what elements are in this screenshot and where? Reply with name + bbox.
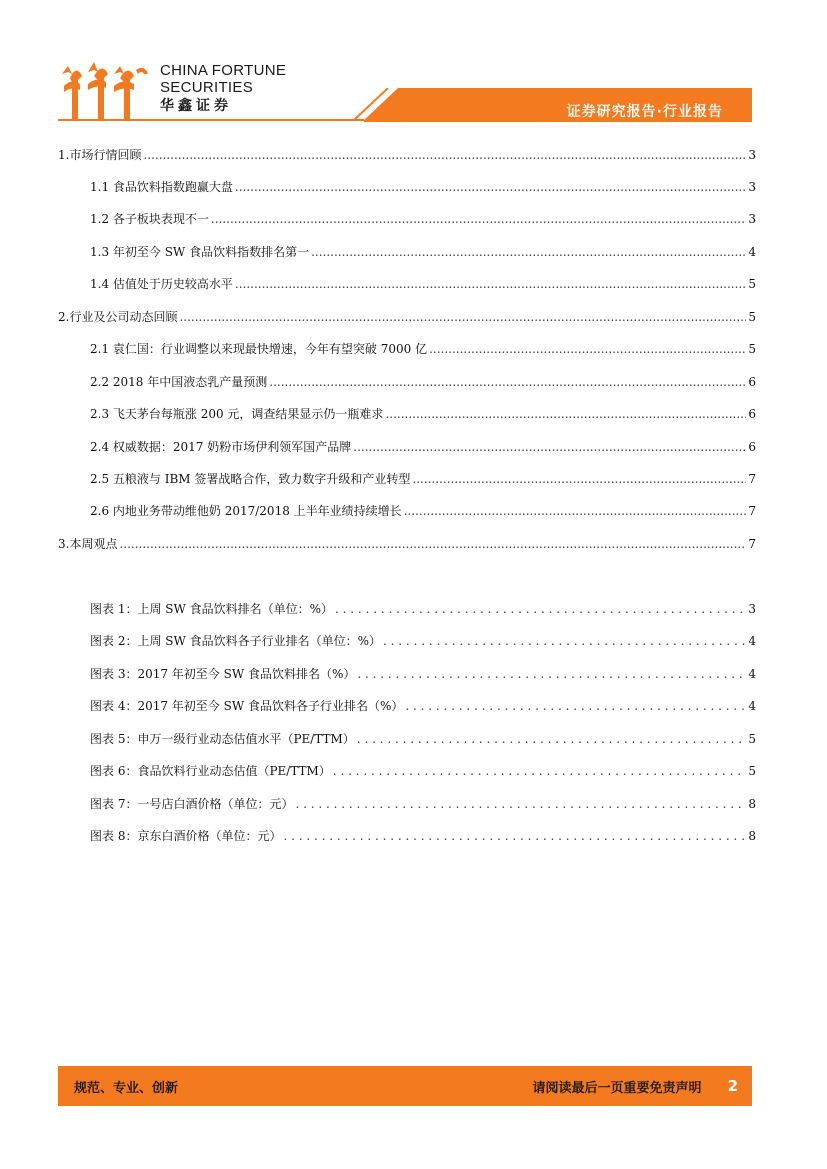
figure-entry-page: 5 <box>748 764 756 778</box>
toc-entry-page: 7 <box>748 537 756 551</box>
figure-entry-page: 8 <box>748 797 756 811</box>
leader-dots <box>385 407 746 421</box>
figure-entry-title: 图表 7：一号店白酒价格（单位：元） <box>90 797 294 811</box>
figure-entry[interactable] <box>90 632 756 648</box>
toc-entry[interactable] <box>90 502 756 518</box>
figure-entry-title: 图表 2：上周 SW 食品饮料各子行业排名（单位：%） <box>90 634 382 648</box>
toc-entry-title: 2.6 内地业务带动维他奶 2017/2018 上半年业绩持续增长 <box>90 504 402 518</box>
figure-entry-page: 4 <box>748 667 756 681</box>
toc-entry[interactable] <box>90 178 756 194</box>
toc-entry[interactable] <box>90 243 756 259</box>
toc-entry-page: 6 <box>748 407 756 421</box>
disclaimer-notice[interactable]: 请阅读最后一页重要免责声明 <box>532 1080 702 1096</box>
toc-entry[interactable] <box>90 438 756 454</box>
leader-dots <box>357 732 747 746</box>
brand-name-en-2: SECURITIES <box>160 79 254 96</box>
figure-entry[interactable] <box>90 795 756 811</box>
figure-entry[interactable] <box>90 600 756 616</box>
figure-entry-page: 5 <box>748 732 756 746</box>
leader-dots <box>404 504 747 518</box>
figure-entry-title: 图表 8：京东白酒价格（单位：元） <box>90 829 282 843</box>
toc-entry-title: 2.4 权威数据：2017 奶粉市场伊利领军国产品牌 <box>90 440 352 454</box>
leader-dots <box>357 667 746 681</box>
toc-entry-page: 3 <box>748 180 756 194</box>
figure-entry-title: 图表 1：上周 SW 食品饮料排名（单位：%） <box>90 602 334 616</box>
toc-entry-title: 1.1 食品饮料指数跑赢大盘 <box>90 180 233 194</box>
toc-entry[interactable] <box>90 210 756 226</box>
toc-entry[interactable] <box>58 535 756 551</box>
leader-dots <box>383 634 746 648</box>
toc-entry[interactable] <box>90 340 756 356</box>
figure-entry[interactable] <box>90 827 756 843</box>
toc-entry-title: 3.本周观点 <box>58 537 118 551</box>
toc-entry[interactable] <box>90 275 756 291</box>
toc-entry[interactable] <box>90 405 756 421</box>
leader-dots <box>235 180 746 194</box>
toc-entry-page: 7 <box>748 472 756 486</box>
toc-entry-title: 1.3 年初至今 SW 食品饮料指数排名第一 <box>90 245 310 259</box>
leader-dots <box>269 375 746 389</box>
figure-entry-page: 4 <box>748 634 756 648</box>
figure-entry[interactable] <box>90 730 756 746</box>
leader-dots <box>429 342 746 356</box>
toc-entry-title: 2.1 袁仁国：行业调整以来现最快增速，今年有望突破 7000 亿 <box>90 342 428 356</box>
figure-entry-title: 图表 4：2017 年初至今 SW 食品饮料各子行业排名（%） <box>90 699 404 713</box>
leader-dots <box>405 699 746 713</box>
figure-entry[interactable] <box>90 665 756 681</box>
leader-dots <box>333 764 747 778</box>
toc-entry-title: 2.2 2018 年中国液态乳产量预测 <box>90 375 268 389</box>
toc-entry[interactable] <box>90 470 756 486</box>
leader-dots <box>311 245 746 259</box>
toc-entry-page: 3 <box>748 212 756 226</box>
page-footer <box>58 1066 752 1106</box>
toc-entry-page: 6 <box>748 375 756 389</box>
toc-entry-page: 5 <box>748 342 756 356</box>
figure-entry[interactable] <box>90 762 756 778</box>
figure-entry-title: 图表 3：2017 年初至今 SW 食品饮料排名（%） <box>90 667 356 681</box>
toc-entry-title: 2.3 飞天茅台每瓶涨 200 元，调查结果显示仍一瓶难求 <box>90 407 384 421</box>
leader-dots <box>353 440 746 454</box>
leader-dots <box>179 310 746 324</box>
figure-entry-page: 3 <box>748 602 756 616</box>
leader-dots <box>143 148 746 162</box>
toc-entry[interactable] <box>58 308 756 324</box>
leader-dots <box>235 277 746 291</box>
figure-entry-page: 8 <box>748 829 756 843</box>
toc-entry[interactable] <box>90 373 756 389</box>
toc-entry-page: 6 <box>748 440 756 454</box>
figure-entry-title: 图表 6：食品饮料行业动态估值（PE/TTM） <box>90 764 331 778</box>
footer-slogan: 规范、专业、创新 <box>74 1080 179 1096</box>
figure-entry[interactable] <box>90 697 756 713</box>
toc-entry[interactable] <box>58 146 756 162</box>
leader-dots <box>412 472 746 486</box>
toc-entry-page: 5 <box>748 310 756 324</box>
toc-entry-title: 1.市场行情回顾 <box>58 148 142 162</box>
toc-entry-page: 3 <box>748 148 756 162</box>
toc-entry-title: 1.4 估值处于历史较高水平 <box>90 277 233 291</box>
brand-name-en-1: CHINA FORTUNE <box>160 62 287 79</box>
leader-dots <box>119 537 746 551</box>
toc-entry-page: 5 <box>748 277 756 291</box>
toc-entry-title: 1.2 各子板块表现不一 <box>90 212 209 226</box>
figure-entry-title: 图表 5：申万一级行业动态估值水平（PE/TTM） <box>90 732 355 746</box>
toc-entry-page: 4 <box>748 245 756 259</box>
toc-entry-title: 2.5 五粮液与 IBM 签署战略合作，致力数字升级和产业转型 <box>90 472 411 486</box>
leader-dots <box>283 829 746 843</box>
leader-dots <box>211 212 746 226</box>
page-number: 2 <box>727 1077 738 1095</box>
figure-entry-page: 4 <box>748 699 756 713</box>
leader-dots <box>295 797 746 811</box>
report-type-label: 证券研究报告·行业报告 <box>566 104 723 120</box>
leader-dots <box>335 602 746 616</box>
toc-entry-page: 7 <box>748 504 756 518</box>
toc-entry-title: 2.行业及公司动态回顾 <box>58 310 178 324</box>
brand-name-cn: 华鑫证券 <box>160 97 232 113</box>
